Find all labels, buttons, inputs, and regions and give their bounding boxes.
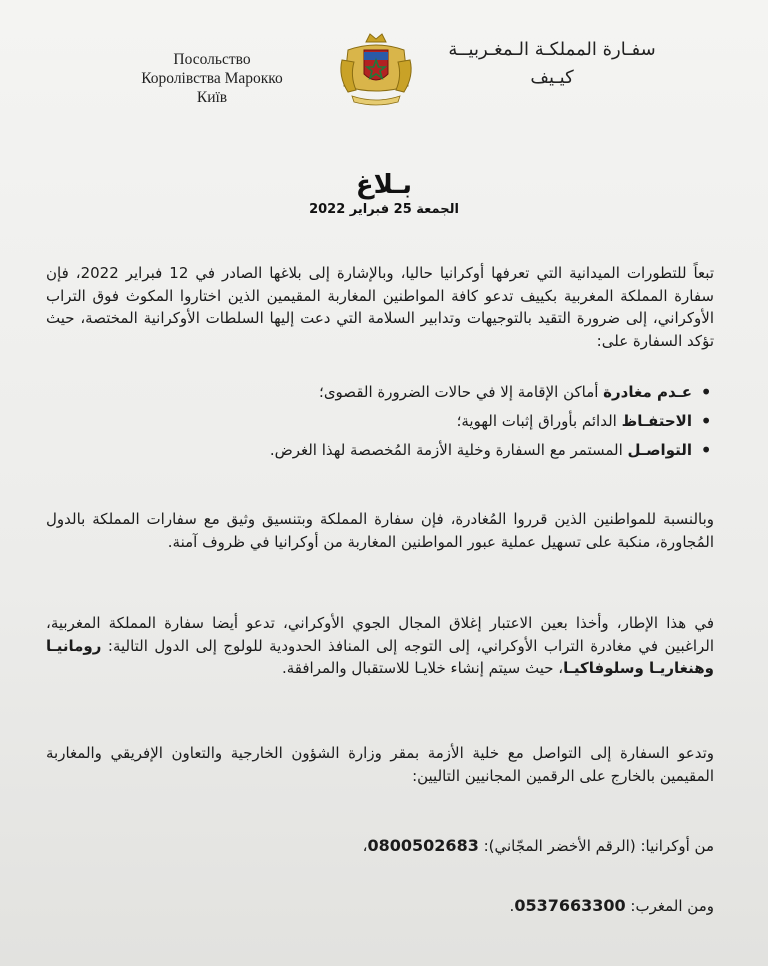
phone-ukraine-line: [46, 836, 714, 855]
border-text-b: ، حيث سيتم إنشاء خلايـا للاستقبال والمرافقة.: [281, 659, 564, 677]
header-right-line-1: سفـارة المملكـة الـمغـربيــة: [448, 39, 656, 60]
border-text-a: في هذا الإطار، وأخذا بعين الاعتبار إغلاق المجال الجوي الأوكراني، تدعو أيضا سفارة المملكة المغربية، الراغبين في مغادرة التراب الأوكراني، إلى التوجه إلى المنافذ الحدودية للولوج إلى الدول التالية:: [46, 614, 714, 655]
phone-morocco-number: 0537663300: [514, 896, 626, 915]
countries-list: رومانيـا وهنغاريـا وسلوفاكيـا: [46, 636, 714, 677]
instructions-list: [46, 378, 714, 465]
phone-ukraine-label: من أوكرانيا: (الرقم الأخضر المجّاني):: [478, 837, 714, 855]
embassy-name-ukrainian: [112, 50, 312, 107]
list-item: [46, 407, 714, 436]
bullet-1-bold: عـدم مغادرة: [603, 383, 692, 401]
header-left-line-2: Королівства Марокко: [141, 70, 283, 87]
embassy-name-arabic: [432, 36, 672, 92]
phone-morocco-label: ومن المغرب:: [625, 897, 714, 915]
intro-paragraph: [46, 262, 714, 352]
header-right-line-2: كيـيف: [530, 67, 574, 88]
contact-text: وتدعو السفارة إلى التواصل مع خلية الأزمة بمقر وزارة الشؤون الخارجية والتعاون الإفريقي والمغاربة المقيمين بالخارج على الرقمين المجانيين التاليين:: [46, 744, 714, 785]
list-item: [46, 436, 714, 465]
bullet-3-bold: التواصـل: [627, 441, 692, 459]
document-title: بـلاغ: [355, 170, 413, 200]
contact-paragraph: [46, 742, 714, 787]
departure-text: وبالنسبة للمواطنين الذين قرروا المُغادرة، فإن سفارة المملكة وبتنسيق وثيق مع سفارات المملكة بالدول المُجاورة، منكبة على تسهيل عملية عبور المواطنين المغاربة من أوكرانيا في ظروف آمنة.: [46, 510, 714, 551]
bullet-1-text: أماكن الإقامة إلا في حالات الضرورة القصوى؛: [319, 383, 604, 401]
phone-morocco-end: .: [509, 897, 515, 915]
intro-text: تبعاً للتطورات الميدانية التي تعرفها أوكرانيا حاليا، وبالإشارة إلى بلاغها الصادر في 12 فبراير 2022، فإن سفارة المملكة المغربية بكييف تدعو كافة المواطنين المغاربة المقيمين الذين اختاروا المكوث فوق التراب الأوكراني، إلى ضرورة التقيد بالتوجيهات وتدابير السلامة التي دعت إليها السلطات الأوكرانية المختصة، حيث تؤكد السفارة على:: [46, 264, 714, 350]
phone-ukraine-number: 0800502683: [367, 836, 479, 855]
phone-morocco-line: [46, 896, 714, 915]
coat-of-arms-icon: [334, 30, 418, 110]
bullet-2-bold: الاحتفـاظ: [621, 412, 692, 430]
bullet-3-text: المستمر مع السفارة وخلية الأزمة المُخصصة لهذا الغرض.: [269, 441, 628, 459]
list-item: [46, 378, 714, 407]
header-left-line-1: Посольство: [173, 51, 251, 68]
border-text: [46, 612, 714, 680]
departure-paragraph: [46, 508, 714, 553]
document-date: الجمعة 25 فبراير 2022: [309, 202, 459, 217]
bullet-2-text: الدائم بأوراق إثبات الهوية؛: [456, 412, 622, 430]
border-paragraph: [46, 612, 714, 680]
header-left-line-3: Київ: [196, 89, 228, 106]
phone-ukraine-end: ،: [362, 837, 368, 855]
